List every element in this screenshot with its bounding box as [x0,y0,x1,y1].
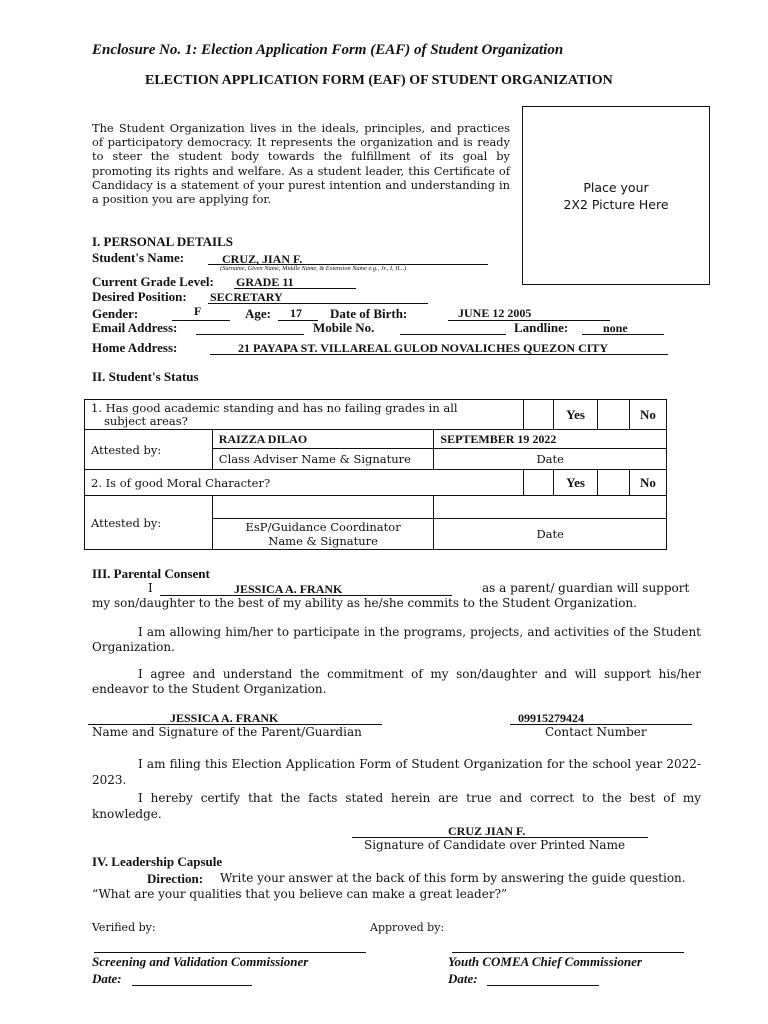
guide-question: “What are your qualities that you believe can make a great leader?” [92,887,508,901]
gender-line [172,320,230,321]
certify-statement: I hereby certify that the facts stated herein are true and correct to the best of my knowledge. [92,791,701,821]
gender-value: F [194,304,202,318]
consent-i: I [148,581,153,595]
grade-level-label: Current Grade Level: [92,274,214,289]
moral-yes-label: Yes [554,470,598,496]
guidance-caption-line2: Name & Signature [268,534,378,548]
guidance-caption-line1: EsP/Guidance Coordinator [245,520,401,534]
student-name-value: CRUZ, JIAN F. [222,252,303,266]
filing-statement: I am filing this Election Application Form of Student Organization for the school year 2022-2023. [92,757,701,787]
adviser-date-caption: Date [434,449,667,470]
student-name-label: Student's Name: [92,250,185,265]
screening-commissioner-title: Screening and Validation Commissioner [92,954,309,969]
personal-details-heading: I. PERSONAL DETAILS [92,234,233,249]
landline-value: none [603,321,628,335]
student-status-table [84,399,667,550]
adviser-name: RAIZZA DILAO [212,430,434,449]
guidance-caption [212,519,434,550]
consent-p1-line2: my son/daughter to the best of my ability as he/she commits to the Student Organization. [92,596,637,610]
consent-p1-tail: as a parent/ guardian will support [482,581,690,595]
approved-by-label: Approved by: [370,921,445,934]
gender-label: Gender: [92,306,139,321]
academic-no-label: No [629,400,666,430]
verifier-date-line [132,985,252,986]
adviser-caption: Class Adviser Name & Signature [212,449,434,470]
guidance-date-field[interactable] [434,496,667,519]
leadership-capsule-heading: IV. Leadership Capsule [92,854,223,869]
academic-question [85,400,524,430]
adviser-date: SEPTEMBER 19 2022 [434,430,667,449]
age-label: Age: [245,306,271,321]
moral-question: 2. Is of good Moral Character? [85,470,524,496]
photo-box-line1: Place your [583,180,649,195]
verified-by-label: Verified by: [92,921,156,934]
home-address-value: 21 PAYAPA ST. VILLAREAL GULOD NOVALICHES QUEZON CITY [238,341,609,355]
student-name-hint: (Surname, Given Name, Middle Name, & Extension Name e.g., Jr., I, II...) [220,265,407,272]
approver-date-line [487,985,599,986]
form-title: ELECTION APPLICATION FORM (EAF) OF STUDENT ORGANIZATION [145,73,613,88]
grade-level-value: GRADE 11 [236,275,294,289]
chief-commissioner-title: Youth COMEA Chief Commissioner [448,954,642,969]
student-status-heading: II. Student's Status [92,369,199,384]
consent-p3: I agree and understand the commitment of my son/daughter and will support his/her endeavor to the Student Organization. [92,667,701,696]
home-address-label: Home Address: [92,340,178,355]
direction-label: Direction: [147,871,204,886]
candidate-caption: Signature of Candidate over Printed Name [364,838,626,852]
attested-by-label-1: Attested by: [85,430,213,470]
dob-label: Date of Birth: [330,306,408,321]
moral-yes-box[interactable] [524,470,554,496]
desired-position-label: Desired Position: [92,289,187,304]
direction-text: Write your answer at the back of this form by answering the guide question. [220,871,686,885]
contact-number-value: 09915279424 [518,711,584,725]
enclosure-title: Enclosure No. 1: Election Application Form (EAF) of Student Organization [92,42,564,58]
desired-position-value: SECRETARY [210,290,283,304]
parent-name-value: JESSICA A. FRANK [234,582,343,596]
verifier-signature-line [94,952,366,953]
candidate-name: CRUZ JIAN F. [448,824,526,838]
photo-box [522,106,710,285]
attested-by-label-2: Attested by: [85,496,213,550]
signer-caption: Name and Signature of the Parent/Guardian [92,725,362,739]
academic-question-line1: 1. Has good academic standing and has no failing grades in all [91,400,458,415]
mobile-label: Mobile No. [313,320,375,335]
landline-label: Landline: [514,320,569,335]
email-label: Email Address: [92,320,178,335]
mobile-line [400,334,506,335]
moral-no-label: No [629,470,666,496]
approver-signature-line [452,952,684,953]
consent-p2: I am allowing him/her to participate in the programs, projects, and activities of the Student Organization. [92,625,701,654]
guidance-name-field[interactable] [212,496,434,519]
status-row-academic [85,400,667,430]
academic-yes-box[interactable] [524,400,554,430]
academic-yes-label: Yes [554,400,598,430]
contact-number-caption: Contact Number [545,725,647,739]
academic-no-box[interactable] [598,400,630,430]
signer-name: JESSICA A. FRANK [170,711,279,725]
photo-box-line2: 2X2 Picture Here [563,197,669,212]
status-row-moral [85,470,667,496]
intro-paragraph: The Student Organization lives in the ideals, principles, and practices of participatory democracy. It represents the organization and is ready to steer the student body towards the fulfillment of its goal by promoting its rights and welfare. As a student leader, this Certificate of Candidacy is a statement of your purest intention and understanding in a position you are applying for. [92,121,510,207]
approver-date-label: Date: [448,971,478,986]
parental-consent-heading: III. Parental Consent [92,566,210,581]
age-value: 17 [290,306,302,320]
academic-question-line2: subject areas? [104,413,188,428]
verifier-date-label: Date: [92,971,122,986]
moral-no-box[interactable] [598,470,630,496]
dob-value: JUNE 12 2005 [458,306,532,320]
email-line [196,334,304,335]
guidance-date-caption: Date [434,519,667,550]
